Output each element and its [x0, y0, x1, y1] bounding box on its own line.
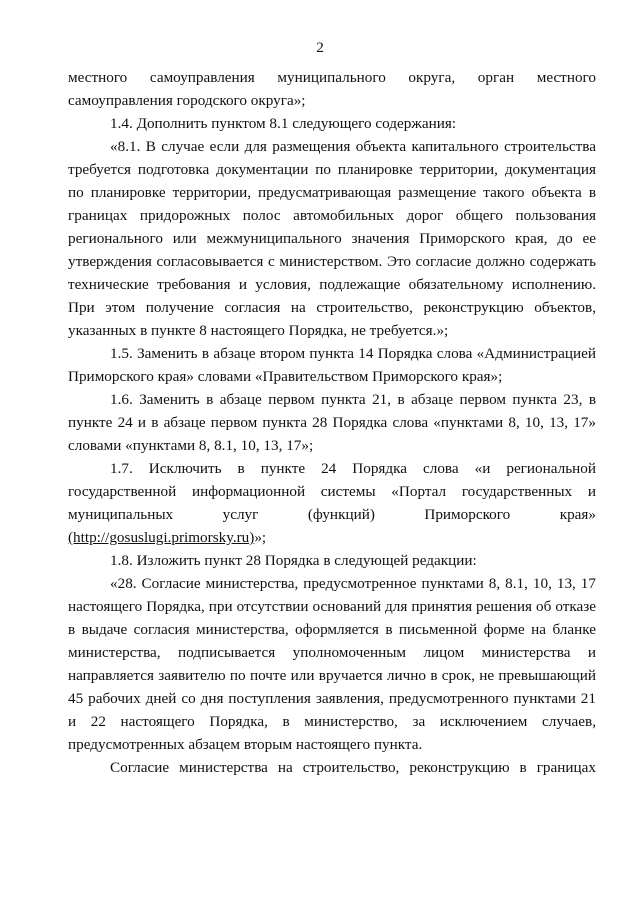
paragraph-1-6: 1.6. Заменить в абзаце первом пункта 21, в абзаце первом пункта 23, в пункте 24 и в абзаце первом пункта 28 Порядка слова «пунктами 8, 10, 13, 17» словами «пунктами 8, 8.1, 10, 13, 17»; [68, 391, 596, 454]
paragraph-1-8: 1.8. Изложить пункт 28 Порядка в следующей редакции: [110, 552, 477, 569]
paragraph-1-7-text: 1.7. Исключить в пункте 24 Порядка слова «и региональной государственной информационной системы «Портал государственных и муниципальных услуг (функций) Приморского края» [68, 460, 596, 523]
paragraph-1-7-tail: »; [254, 529, 267, 546]
paragraph-1-5: 1.5. Заменить в абзаце втором пункта 14 Порядка слова «Администрацией Приморского края» словами «Правительством Приморского края»; [68, 345, 596, 385]
portal-link[interactable]: (http://gosuslugi.primorsky.ru) [68, 529, 255, 546]
paragraph-1-4: 1.4. Дополнить пунктом 8.1 следующего содержания: [110, 115, 457, 132]
paragraph-28: «28. Согласие министерства, предусмотренное пунктами 8, 8.1, 10, 13, 17 настоящего Порядка, при отсутствии оснований для принятия решения об отказе в выдаче согласия министерства, оформляется в письменной форме на бланке министерства, подписывается уполномоченным лицом министерства и направляется заявителю по почте или вручается лично в срок, не превышающий 45 рабочих дней со дня поступления заявления, предусмотренного пунктами 21 и 22 настоящего Порядка, в министерство, за исключением случаев, предусмотренных абзацем вторым настоящего пункта. [68, 575, 596, 753]
paragraph-1-7 [68, 457, 596, 549]
document-body [68, 66, 596, 779]
paragraph-last: Согласие министерства на строительство, реконструкцию в границах [110, 759, 596, 776]
paragraph-8-1: «8.1. В случае если для размещения объекта капитального строительства требуется подготовка документации по планировке территории, документация по планировке территории, предусматривающая размещение такого объекта в границах придорожных полос автомобильных дорог общего пользования регионального или межмуниципального значения Приморского края, до ее утверждения согласовывается с министерством. Это согласие должно содержать технические требования и условия, подлежащие обязательному исполнению. При этом получение согласия на строительство, реконструкцию объектов, указанных в пункте 8 настоящего Порядка, не требуется.»; [68, 138, 596, 339]
paragraph-continuation: местного самоуправления муниципального округа, орган местного самоуправления городского округа»; [68, 69, 596, 109]
page-number: 2 [316, 39, 324, 56]
